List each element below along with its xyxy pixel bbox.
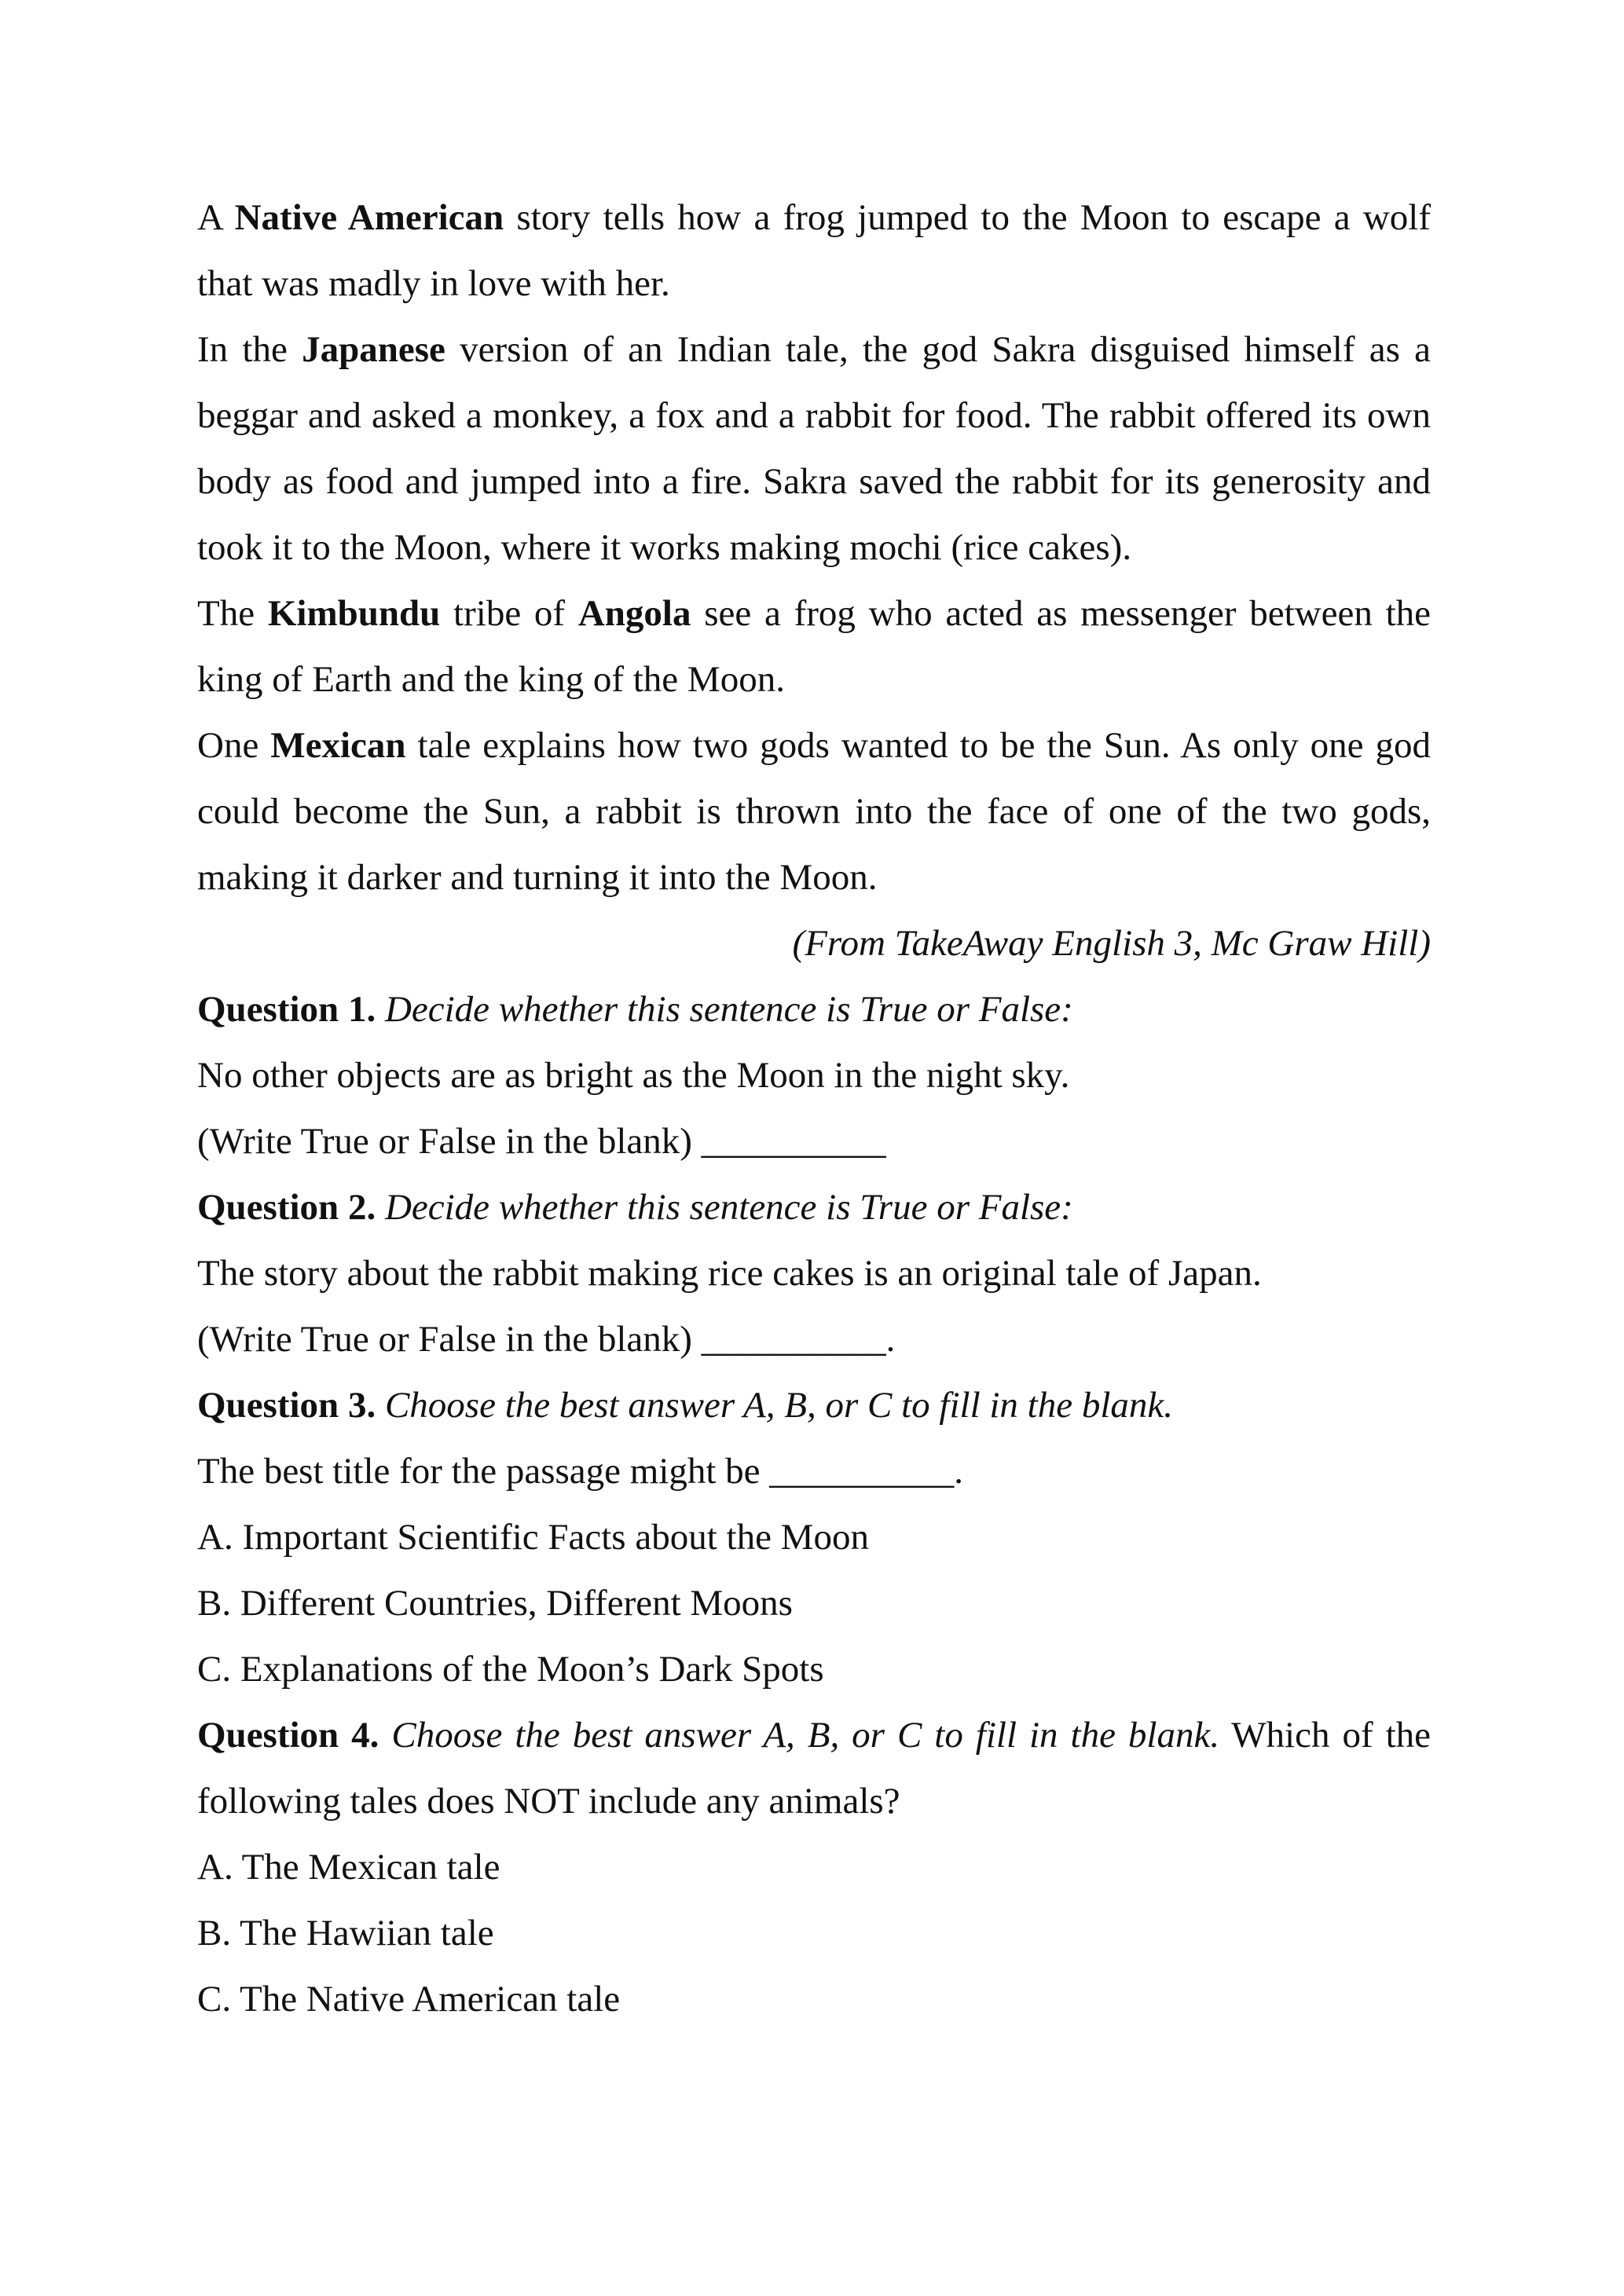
question-label: Question 4. [197, 1715, 379, 1756]
text: see a frog who acted as messenger between the king of Earth and the king of the Moon. [197, 593, 1431, 700]
question-1-answer-line[interactable]: (Write True or False in the blank) __________ [197, 1121, 886, 1162]
text: In the [197, 329, 302, 370]
question-label: Question 1. [197, 989, 376, 1030]
question-2-statement: The story about the rabbit making rice cakes is an original tale of Japan. [197, 1253, 1262, 1294]
text: A [197, 197, 235, 238]
bold-term: Mexican [270, 725, 406, 766]
passage-paragraph-4 [197, 712, 1431, 910]
question-instruction: Decide whether this sentence is True or False: [376, 989, 1073, 1030]
text: tribe of [440, 593, 578, 634]
question-2-heading [197, 1174, 1431, 1240]
question-1-heading [197, 976, 1431, 1042]
bold-term: Angola [577, 593, 691, 634]
question-2-answer-line[interactable]: (Write True or False in the blank) __________. [197, 1319, 896, 1360]
text: tale explains how two gods wanted to be the Sun. As only one god could become the Sun, a rabbit is thrown into the face of one of the two gods, making it darker and turning it into the Moon. [197, 725, 1431, 898]
bold-term: Native American [234, 197, 504, 238]
question-instruction: Choose the best answer A, B, or C to fill in the blank. [376, 1385, 1174, 1426]
source-citation: (From TakeAway English 3, Mc Graw Hill) [792, 923, 1431, 964]
text: The [197, 593, 268, 634]
bold-term: Japanese [302, 329, 445, 370]
question-label: Question 2. [197, 1187, 376, 1228]
question-3-option-b[interactable]: B. Different Countries, Different Moons [197, 1583, 793, 1624]
question-3-stem: The best title for the passage might be __________. [197, 1451, 964, 1492]
question-3-heading [197, 1372, 1431, 1438]
question-instruction: Choose the best answer A, B, or C to fill in the blank. [379, 1715, 1220, 1756]
text: One [197, 725, 271, 766]
question-stem: Which of the following tales does NOT include any animals? [197, 1715, 1431, 1822]
question-3-option-a[interactable]: A. Important Scientific Facts about the Moon [197, 1517, 869, 1558]
question-4-option-c[interactable]: C. The Native American tale [197, 1979, 621, 2020]
question-4-heading [197, 1702, 1431, 1834]
question-label: Question 3. [197, 1385, 376, 1426]
question-3-option-c[interactable]: C. Explanations of the Moon’s Dark Spots [197, 1649, 824, 1690]
passage-paragraph-3 [197, 580, 1431, 712]
text: version of an Indian tale, the god Sakra disguised himself as a beggar and asked a monkey, a fox and a rabbit for food. The rabbit offered its own body as food and jumped into a fire. Sakra saved the rabbit for its generosity and took it to the Moon, where it works making mochi (rice cakes). [197, 329, 1431, 568]
question-4-option-b[interactable]: B. The Hawiian tale [197, 1913, 494, 1954]
question-instruction: Decide whether this sentence is True or False: [376, 1187, 1073, 1228]
bold-term: Kimbundu [267, 593, 441, 634]
question-4-option-a[interactable]: A. The Mexican tale [197, 1847, 500, 1888]
question-1-statement: No other objects are as bright as the Moon in the night sky. [197, 1055, 1070, 1096]
text: story tells how a frog jumped to the Moon to escape a wolf that was madly in love with her. [197, 197, 1431, 304]
document-page [197, 185, 1431, 2032]
passage-paragraph-1 [197, 185, 1431, 317]
passage-paragraph-2 [197, 317, 1431, 580]
